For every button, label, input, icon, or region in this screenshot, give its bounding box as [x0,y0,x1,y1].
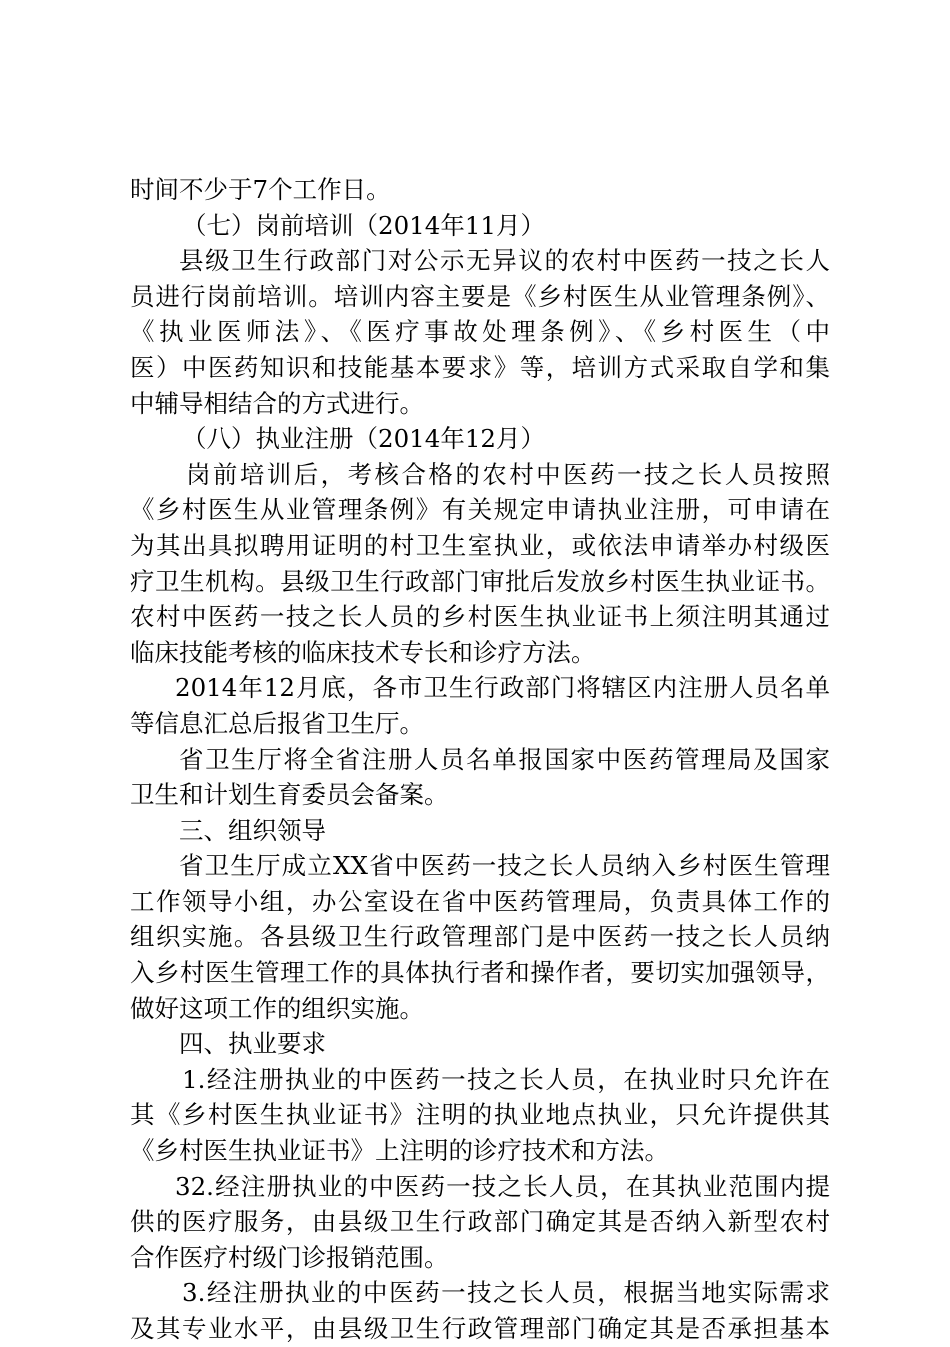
text-line: 3.经注册执业的中医药一技之长人员，根据当地实际需求 [182,1278,830,1308]
text-line: 供的医疗服务，由县级卫生行政部门确定其是否纳入新型农村 [130,1207,830,1237]
text-line: 省卫生厅成立XX省中医药一技之长人员纳入乡村医生管理 [179,851,830,881]
text-line: 合作医疗村级门诊报销范围。 [130,1242,449,1272]
document-page [130,172,830,1347]
text-line: 组织实施。各县级卫生行政管理部门是中医药一技之长人员纳 [130,922,830,952]
text-line: 等信息汇总后报省卫生厅。 [130,708,424,738]
text-line: 1.经注册执业的中医药一技之长人员，在执业时只允许在 [182,1064,830,1094]
text-line: 入乡村医生管理工作的具体执行者和操作者，要切实加强领导， [130,958,830,988]
text-line: 时间不少于7个工作日。 [130,175,391,204]
section-heading: 三、组织领导 [179,815,326,845]
text-line: 省卫生厅将全省注册人员名单报国家中医药管理局及国家 [179,744,830,774]
text-line: 医）中医药知识和技能基本要求》等，培训方式采取自学和集 [130,352,830,382]
text-line: 岗前培训后，考核合格的农村中医药一技之长人员按照 [186,459,830,489]
text-line: 及其专业水平，由县级卫生行政管理部门确定其是否承担基本 [130,1314,830,1343]
text-line: 员进行岗前培训。培训内容主要是《乡村医生从业管理条例》、 [130,281,830,311]
text-line: 农村中医药一技之长人员的乡村医生执业证书上须注明其通过 [130,602,830,632]
text-line: 临床技能考核的临床技术专长和诊疗方法。 [130,637,596,667]
text-line: 32.经注册执业的中医药一技之长人员，在其执业范围内提 [175,1171,830,1201]
text-line: 县级卫生行政部门对公示无异议的农村中医药一技之长人 [179,246,830,276]
text-line: 中辅导相结合的方式进行。 [130,388,424,418]
text-line: 其《乡村医生执业证书》注明的执业地点执业，只允许提供其 [130,1100,830,1130]
text-line: 疗卫生机构。县级卫生行政部门审批后发放乡村医生执业证书。 [130,566,830,596]
text-line: 工作领导小组，办公室设在省中医药管理局，负责具体工作的 [130,886,830,916]
text-line: 卫生和计划生育委员会备案。 [130,780,449,810]
section-heading: （八）执业注册（2014年12月） [182,424,546,454]
text-line: 做好这项工作的组织实施。 [130,993,424,1023]
text-line: 《乡村医生执业证书》上注明的诊疗技术和方法。 [130,1136,669,1166]
section-heading: （七）岗前培训（2014年11月） [182,210,546,240]
text-line: 2014年12月底，各市卫生行政部门将辖区内注册人员名单 [175,673,830,703]
text-line: 《执业医师法》、《医疗事故处理条例》、《乡村医生（中 [130,317,830,347]
text-line: 《乡村医生从业管理条例》有关规定申请执业注册，可申请在 [130,495,830,525]
section-heading: 四、执业要求 [179,1029,326,1059]
text-line: 为其出具拟聘用证明的村卫生室执业，或依法申请举办村级医 [130,530,830,560]
